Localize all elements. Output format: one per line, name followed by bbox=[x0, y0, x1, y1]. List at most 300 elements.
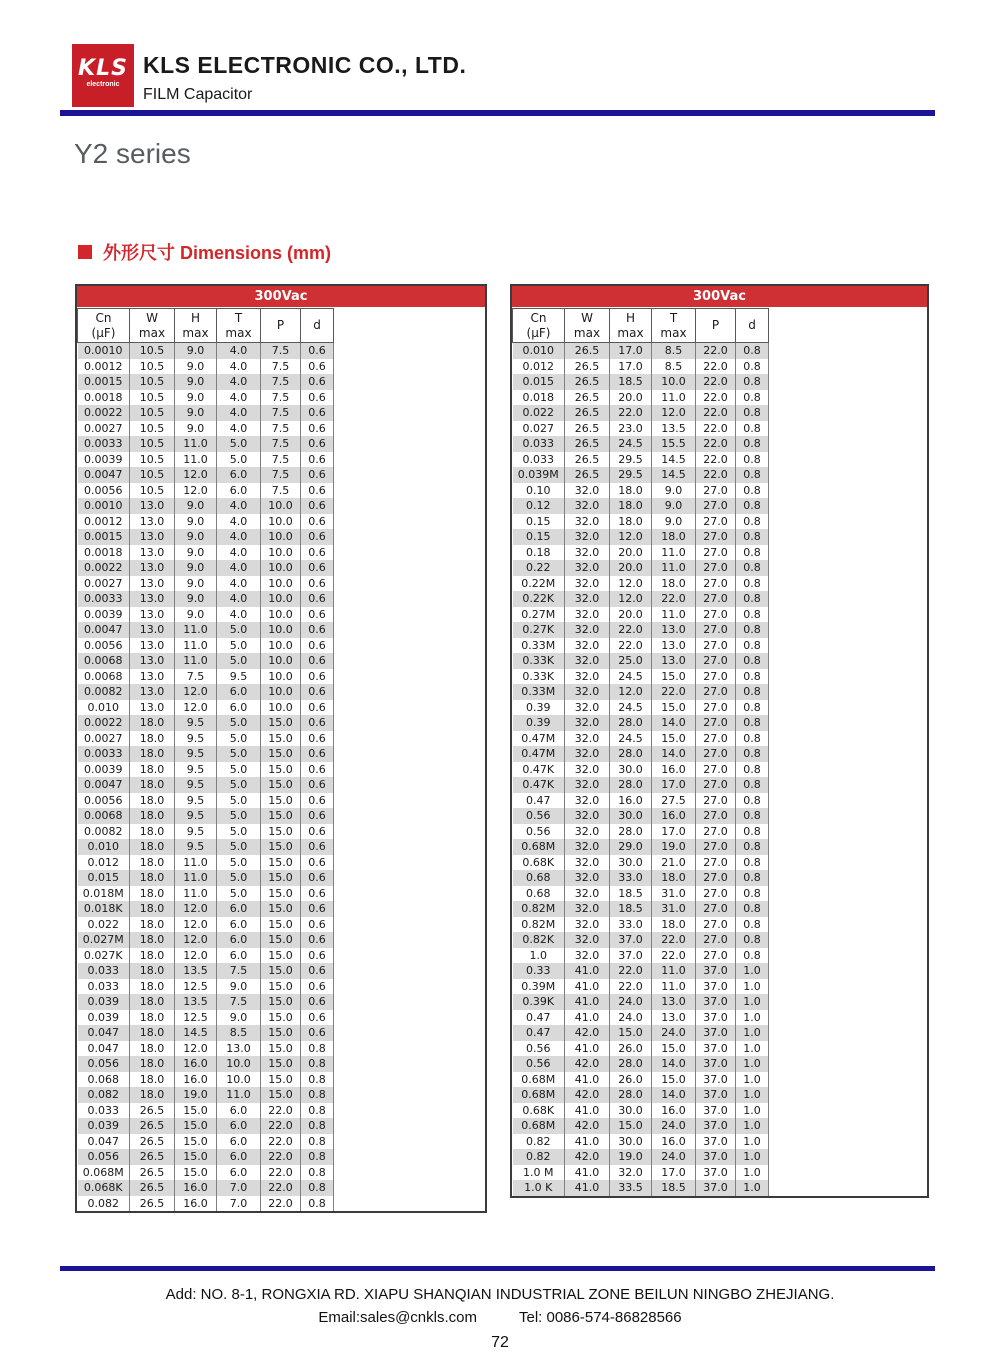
table-cell: 12.0 bbox=[175, 684, 217, 700]
table-cell: 0.12 bbox=[513, 498, 565, 514]
table-row bbox=[78, 436, 334, 452]
table-cell: 18.0 bbox=[130, 932, 175, 948]
column-header: T max bbox=[652, 309, 696, 343]
table-cell: 0.0056 bbox=[78, 793, 130, 809]
table-cell: 10.0 bbox=[652, 374, 696, 390]
table-cell: 9.5 bbox=[175, 762, 217, 778]
table-cell: 41.0 bbox=[565, 1041, 610, 1057]
table-cell: 0.39M bbox=[513, 979, 565, 995]
table-cell: 26.5 bbox=[565, 405, 610, 421]
table-row bbox=[78, 467, 334, 483]
table-cell: 33.0 bbox=[610, 917, 652, 933]
table-cell: 11.0 bbox=[652, 963, 696, 979]
table-cell: 0.33 bbox=[513, 963, 565, 979]
table-row bbox=[513, 669, 769, 685]
table-cell: 0.68 bbox=[513, 870, 565, 886]
table-cell: 15.0 bbox=[261, 746, 301, 762]
table-cell: 0.0027 bbox=[78, 576, 130, 592]
table-cell: 0.6 bbox=[301, 917, 334, 933]
table-cell: 18.0 bbox=[130, 979, 175, 995]
table-cell: 0.0047 bbox=[78, 622, 130, 638]
table-cell: 7.5 bbox=[261, 467, 301, 483]
table-cell: 9.5 bbox=[175, 715, 217, 731]
table-cell: 0.8 bbox=[301, 1118, 334, 1134]
table-cell: 10.0 bbox=[261, 638, 301, 654]
table-cell: 15.0 bbox=[261, 1072, 301, 1088]
table-cell: 9.0 bbox=[175, 545, 217, 561]
table-cell: 0.8 bbox=[736, 762, 769, 778]
table-cell: 4.0 bbox=[217, 390, 261, 406]
table-cell: 32.0 bbox=[565, 498, 610, 514]
table-cell: 0.6 bbox=[301, 560, 334, 576]
table-cell: 0.8 bbox=[301, 1056, 334, 1072]
table-cell: 18.0 bbox=[130, 948, 175, 964]
dimensions-table-right bbox=[510, 284, 929, 1198]
table-cell: 4.0 bbox=[217, 498, 261, 514]
table-cell: 15.0 bbox=[175, 1134, 217, 1150]
table-cell: 0.0012 bbox=[78, 514, 130, 530]
table-row bbox=[78, 1087, 334, 1103]
table-row bbox=[513, 622, 769, 638]
table-row bbox=[78, 948, 334, 964]
table-cell: 0.47K bbox=[513, 762, 565, 778]
table-cell: 6.0 bbox=[217, 1165, 261, 1181]
table-cell: 9.0 bbox=[175, 343, 217, 359]
table-row bbox=[78, 700, 334, 716]
table-cell: 25.0 bbox=[610, 653, 652, 669]
table-cell: 0.0033 bbox=[78, 746, 130, 762]
table-cell: 15.0 bbox=[261, 948, 301, 964]
table-cell: 15.0 bbox=[261, 715, 301, 731]
table-row bbox=[78, 808, 334, 824]
table-cell: 0.6 bbox=[301, 607, 334, 623]
table-cell: 15.0 bbox=[261, 979, 301, 995]
table-cell: 22.0 bbox=[610, 622, 652, 638]
table-cell: 18.0 bbox=[130, 870, 175, 886]
table-cell: 27.0 bbox=[696, 684, 736, 700]
table-cell: 22.0 bbox=[261, 1118, 301, 1134]
table-cell: 0.6 bbox=[301, 777, 334, 793]
table-cell: 32.0 bbox=[565, 560, 610, 576]
table-cell: 15.0 bbox=[652, 731, 696, 747]
table-row bbox=[513, 808, 769, 824]
table-cell: 27.0 bbox=[696, 855, 736, 871]
table-cell: 22.0 bbox=[696, 374, 736, 390]
table-cell: 0.6 bbox=[301, 886, 334, 902]
table-cell: 13.0 bbox=[130, 669, 175, 685]
table-cell: 32.0 bbox=[565, 529, 610, 545]
table-cell: 27.0 bbox=[696, 669, 736, 685]
table-row bbox=[513, 901, 769, 917]
table-cell: 37.0 bbox=[696, 1149, 736, 1165]
table-cell: 1.0 bbox=[736, 1025, 769, 1041]
table-cell: 7.5 bbox=[261, 390, 301, 406]
table-cell: 0.8 bbox=[301, 1149, 334, 1165]
table-row bbox=[513, 638, 769, 654]
table-row bbox=[513, 653, 769, 669]
table-cell: 7.5 bbox=[261, 343, 301, 359]
table-cell: 22.0 bbox=[261, 1165, 301, 1181]
table-cell: 9.0 bbox=[175, 374, 217, 390]
dimensions-grid-right bbox=[512, 308, 769, 1196]
table-cell: 0.8 bbox=[736, 436, 769, 452]
table-cell: 0.8 bbox=[736, 467, 769, 483]
footer-contact bbox=[0, 1309, 1000, 1326]
table-cell: 4.0 bbox=[217, 359, 261, 375]
table-cell: 10.0 bbox=[261, 591, 301, 607]
table-cell: 37.0 bbox=[696, 994, 736, 1010]
table-cell: 12.5 bbox=[175, 979, 217, 995]
table-cell: 27.0 bbox=[696, 948, 736, 964]
table-row bbox=[513, 793, 769, 809]
table-cell: 1.0 bbox=[736, 1072, 769, 1088]
table-row bbox=[513, 529, 769, 545]
table-cell: 18.0 bbox=[610, 483, 652, 499]
table-cell: 0.8 bbox=[736, 684, 769, 700]
table-cell: 11.0 bbox=[175, 622, 217, 638]
table-cell: 27.0 bbox=[696, 808, 736, 824]
table-cell: 0.0056 bbox=[78, 483, 130, 499]
table-cell: 9.0 bbox=[175, 607, 217, 623]
table-cell: 10.0 bbox=[261, 514, 301, 530]
table-cell: 0.27M bbox=[513, 607, 565, 623]
table-cell: 0.0027 bbox=[78, 421, 130, 437]
table-cell: 0.8 bbox=[301, 1134, 334, 1150]
table-cell: 13.0 bbox=[130, 638, 175, 654]
table-row bbox=[78, 1165, 334, 1181]
table-row bbox=[78, 1072, 334, 1088]
table-cell: 0.039 bbox=[78, 1118, 130, 1134]
table-cell: 37.0 bbox=[696, 1025, 736, 1041]
table-cell: 13.0 bbox=[130, 545, 175, 561]
table-cell: 18.0 bbox=[130, 963, 175, 979]
table-cell: 13.0 bbox=[130, 684, 175, 700]
table-cell: 0.6 bbox=[301, 808, 334, 824]
table-cell: 12.0 bbox=[175, 467, 217, 483]
table-cell: 0.6 bbox=[301, 901, 334, 917]
table-cell: 0.0068 bbox=[78, 653, 130, 669]
table-cell: 0.8 bbox=[301, 1165, 334, 1181]
table-cell: 0.6 bbox=[301, 390, 334, 406]
table-cell: 0.39 bbox=[513, 700, 565, 716]
table-cell: 18.0 bbox=[130, 1025, 175, 1041]
table-cell: 10.5 bbox=[130, 374, 175, 390]
table-cell: 12.5 bbox=[175, 1010, 217, 1026]
footer-email: Email:sales@cnkls.com bbox=[318, 1309, 477, 1326]
table-cell: 10.0 bbox=[261, 529, 301, 545]
table-row bbox=[78, 343, 334, 359]
table-cell: 0.8 bbox=[736, 529, 769, 545]
table-cell: 22.0 bbox=[652, 591, 696, 607]
table-cell: 11.0 bbox=[175, 870, 217, 886]
table-cell: 0.6 bbox=[301, 855, 334, 871]
table-cell: 7.5 bbox=[175, 669, 217, 685]
table-row bbox=[513, 514, 769, 530]
table-cell: 15.0 bbox=[261, 793, 301, 809]
table-cell: 13.0 bbox=[652, 638, 696, 654]
table-cell: 42.0 bbox=[565, 1149, 610, 1165]
table-cell: 0.0010 bbox=[78, 498, 130, 514]
table-cell: 0.39K bbox=[513, 994, 565, 1010]
table-cell: 11.0 bbox=[175, 886, 217, 902]
table-cell: 6.0 bbox=[217, 948, 261, 964]
table-cell: 22.0 bbox=[696, 405, 736, 421]
table-cell: 29.5 bbox=[610, 452, 652, 468]
table-cell: 0.022 bbox=[78, 917, 130, 933]
table-cell: 9.0 bbox=[175, 514, 217, 530]
table-cell: 0.0033 bbox=[78, 436, 130, 452]
table-row bbox=[513, 948, 769, 964]
table-cell: 12.0 bbox=[652, 405, 696, 421]
table-row bbox=[513, 1087, 769, 1103]
table-cell: 37.0 bbox=[696, 1118, 736, 1134]
table-cell: 26.5 bbox=[130, 1118, 175, 1134]
table-cell: 0.8 bbox=[301, 1180, 334, 1196]
table-cell: 0.0010 bbox=[78, 343, 130, 359]
table-row bbox=[78, 514, 334, 530]
table-cell: 1.0 M bbox=[513, 1165, 565, 1181]
table-row bbox=[513, 855, 769, 871]
table-cell: 32.0 bbox=[565, 901, 610, 917]
table-cell: 6.0 bbox=[217, 1103, 261, 1119]
table-cell: 0.8 bbox=[736, 917, 769, 933]
table-row bbox=[513, 607, 769, 623]
table-cell: 5.0 bbox=[217, 452, 261, 468]
table-cell: 9.5 bbox=[175, 777, 217, 793]
table-cell: 9.0 bbox=[175, 591, 217, 607]
table-cell: 15.0 bbox=[175, 1149, 217, 1165]
table-cell: 26.0 bbox=[610, 1072, 652, 1088]
table-cell: 1.0 bbox=[736, 1134, 769, 1150]
table-cell: 0.68M bbox=[513, 1087, 565, 1103]
table-cell: 4.0 bbox=[217, 607, 261, 623]
table-cell: 0.6 bbox=[301, 700, 334, 716]
kls-logo-subtext: electronic bbox=[86, 81, 120, 88]
table-cell: 5.0 bbox=[217, 436, 261, 452]
table-cell: 0.027K bbox=[78, 948, 130, 964]
table-cell: 11.0 bbox=[652, 545, 696, 561]
table-cell: 0.0022 bbox=[78, 405, 130, 421]
table-cell: 32.0 bbox=[565, 514, 610, 530]
table-cell: 28.0 bbox=[610, 746, 652, 762]
table-cell: 14.5 bbox=[652, 452, 696, 468]
table-cell: 0.6 bbox=[301, 932, 334, 948]
table-cell: 22.0 bbox=[261, 1149, 301, 1165]
table-cell: 15.5 bbox=[652, 436, 696, 452]
table-cell: 7.5 bbox=[261, 483, 301, 499]
table-cell: 16.0 bbox=[175, 1180, 217, 1196]
table-cell: 9.5 bbox=[175, 746, 217, 762]
table-cell: 10.5 bbox=[130, 436, 175, 452]
table-cell: 0.010 bbox=[78, 839, 130, 855]
table-cell: 26.5 bbox=[565, 467, 610, 483]
table-cell: 0.018K bbox=[78, 901, 130, 917]
table-cell: 0.0047 bbox=[78, 467, 130, 483]
table-cell: 18.0 bbox=[130, 1056, 175, 1072]
table-row bbox=[513, 870, 769, 886]
table-cell: 37.0 bbox=[610, 932, 652, 948]
table-cell: 16.0 bbox=[652, 808, 696, 824]
table-cell: 9.5 bbox=[175, 793, 217, 809]
table-cell: 41.0 bbox=[565, 1165, 610, 1181]
table-cell: 0.8 bbox=[736, 545, 769, 561]
table-cell: 32.0 bbox=[565, 483, 610, 499]
table-cell: 4.0 bbox=[217, 514, 261, 530]
table-cell: 27.0 bbox=[696, 560, 736, 576]
table-row bbox=[78, 545, 334, 561]
table-cell: 20.0 bbox=[610, 607, 652, 623]
table-cell: 0.6 bbox=[301, 653, 334, 669]
table-cell: 12.0 bbox=[610, 576, 652, 592]
table-cell: 22.0 bbox=[696, 359, 736, 375]
table-cell: 13.0 bbox=[130, 576, 175, 592]
table-cell: 32.0 bbox=[565, 793, 610, 809]
table-cell: 18.0 bbox=[130, 777, 175, 793]
table-cell: 0.6 bbox=[301, 483, 334, 499]
table-cell: 31.0 bbox=[652, 886, 696, 902]
table-cell: 9.5 bbox=[175, 824, 217, 840]
table-cell: 14.0 bbox=[652, 1087, 696, 1103]
table-cell: 0.033 bbox=[78, 979, 130, 995]
table-row bbox=[513, 731, 769, 747]
table-cell: 0.6 bbox=[301, 994, 334, 1010]
table-cell: 11.0 bbox=[175, 855, 217, 871]
table-row bbox=[78, 622, 334, 638]
table-cell: 24.0 bbox=[652, 1025, 696, 1041]
table-cell: 0.039 bbox=[78, 994, 130, 1010]
table-cell: 32.0 bbox=[565, 638, 610, 654]
table-cell: 0.8 bbox=[736, 452, 769, 468]
table-cell: 0.6 bbox=[301, 793, 334, 809]
table-row bbox=[78, 669, 334, 685]
table-row bbox=[78, 359, 334, 375]
table-row bbox=[513, 777, 769, 793]
header-rule bbox=[60, 110, 935, 116]
table-cell: 0.56 bbox=[513, 1041, 565, 1057]
table-cell: 15.0 bbox=[261, 932, 301, 948]
table-cell: 0.8 bbox=[736, 700, 769, 716]
table-row bbox=[78, 452, 334, 468]
table-row bbox=[513, 545, 769, 561]
table-row bbox=[513, 576, 769, 592]
table-row bbox=[513, 1041, 769, 1057]
table-cell: 22.0 bbox=[610, 405, 652, 421]
table-cell: 15.0 bbox=[261, 824, 301, 840]
table-cell: 18.0 bbox=[130, 731, 175, 747]
table-cell: 1.0 bbox=[736, 1165, 769, 1181]
table-cell: 4.0 bbox=[217, 374, 261, 390]
table-cell: 13.0 bbox=[130, 498, 175, 514]
table-cell: 18.0 bbox=[610, 514, 652, 530]
table-cell: 0.010 bbox=[78, 700, 130, 716]
table-row bbox=[78, 498, 334, 514]
table-cell: 22.0 bbox=[261, 1196, 301, 1212]
table-cell: 18.0 bbox=[130, 901, 175, 917]
table-cell: 0.8 bbox=[736, 421, 769, 437]
table-cell: 22.0 bbox=[696, 452, 736, 468]
table-cell: 0.022 bbox=[513, 405, 565, 421]
table-cell: 9.5 bbox=[175, 808, 217, 824]
table-cell: 16.0 bbox=[175, 1196, 217, 1212]
table-cell: 29.0 bbox=[610, 839, 652, 855]
column-header: H max bbox=[610, 309, 652, 343]
table-cell: 15.0 bbox=[261, 901, 301, 917]
table-cell: 27.0 bbox=[696, 591, 736, 607]
table-cell: 0.039M bbox=[513, 467, 565, 483]
table-cell: 0.6 bbox=[301, 669, 334, 685]
table-cell: 32.0 bbox=[565, 684, 610, 700]
table-cell: 18.5 bbox=[610, 886, 652, 902]
table-cell: 5.0 bbox=[217, 762, 261, 778]
table-cell: 27.0 bbox=[696, 901, 736, 917]
table-cell: 10.0 bbox=[217, 1056, 261, 1072]
table-cell: 14.0 bbox=[652, 1056, 696, 1072]
table-row bbox=[78, 1010, 334, 1026]
table-cell: 0.8 bbox=[736, 808, 769, 824]
table-cell: 24.5 bbox=[610, 731, 652, 747]
table-cell: 37.0 bbox=[696, 1087, 736, 1103]
table-row bbox=[78, 653, 334, 669]
table-cell: 10.5 bbox=[130, 452, 175, 468]
table-cell: 22.0 bbox=[652, 932, 696, 948]
table-cell: 32.0 bbox=[565, 932, 610, 948]
table-cell: 23.0 bbox=[610, 421, 652, 437]
table-row bbox=[513, 343, 769, 359]
page-title: Y2 series bbox=[74, 138, 191, 169]
table-cell: 9.0 bbox=[652, 514, 696, 530]
table-cell: 12.0 bbox=[610, 591, 652, 607]
table-cell: 18.0 bbox=[130, 715, 175, 731]
page-number: 72 bbox=[491, 1334, 509, 1351]
table-cell: 37.0 bbox=[696, 1072, 736, 1088]
table-cell: 0.27K bbox=[513, 622, 565, 638]
table-cell: 1.0 bbox=[736, 1087, 769, 1103]
table-cell: 19.0 bbox=[610, 1149, 652, 1165]
column-header: Cn (μF) bbox=[78, 309, 130, 343]
table-cell: 12.0 bbox=[610, 529, 652, 545]
table-cell: 32.0 bbox=[565, 700, 610, 716]
table-cell: 11.0 bbox=[652, 979, 696, 995]
table-cell: 0.6 bbox=[301, 343, 334, 359]
table-cell: 0.6 bbox=[301, 948, 334, 964]
table-cell: 15.0 bbox=[261, 1041, 301, 1057]
table-cell: 27.0 bbox=[696, 576, 736, 592]
table-cell: 0.012 bbox=[78, 855, 130, 871]
table-cell: 15.0 bbox=[261, 808, 301, 824]
table-row bbox=[78, 1103, 334, 1119]
table-cell: 41.0 bbox=[565, 1134, 610, 1150]
column-header: W max bbox=[565, 309, 610, 343]
column-header: P bbox=[696, 309, 736, 343]
table-cell: 41.0 bbox=[565, 1072, 610, 1088]
table-cell: 0.047 bbox=[78, 1041, 130, 1057]
table-cell: 12.0 bbox=[175, 1041, 217, 1057]
column-header: T max bbox=[217, 309, 261, 343]
table-cell: 22.0 bbox=[696, 390, 736, 406]
table-cell: 10.5 bbox=[130, 421, 175, 437]
table-cell: 0.33K bbox=[513, 653, 565, 669]
table-cell: 14.5 bbox=[175, 1025, 217, 1041]
table-cell: 1.0 bbox=[736, 979, 769, 995]
table-cell: 0.6 bbox=[301, 824, 334, 840]
table-row bbox=[78, 1149, 334, 1165]
table-cell: 0.33M bbox=[513, 638, 565, 654]
table-cell: 9.0 bbox=[175, 576, 217, 592]
table-cell: 11.0 bbox=[217, 1087, 261, 1103]
table-row bbox=[78, 1134, 334, 1150]
table-cell: 0.47M bbox=[513, 731, 565, 747]
table-cell: 13.0 bbox=[217, 1041, 261, 1057]
